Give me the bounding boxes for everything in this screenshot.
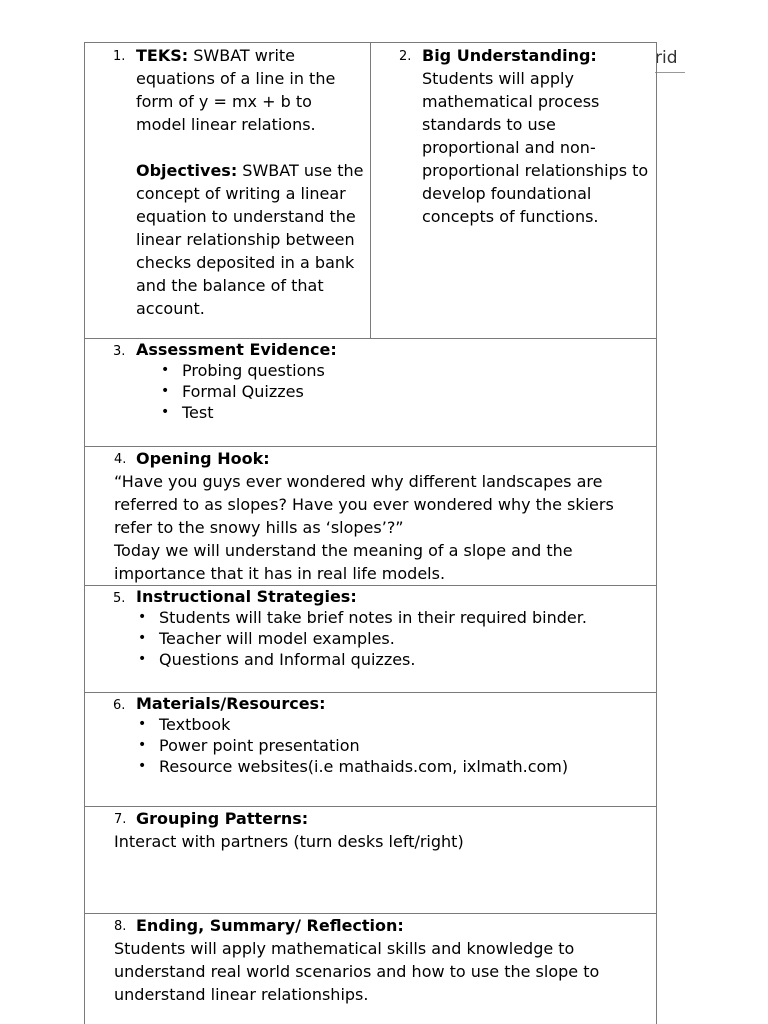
- cell-opening-hook: [85, 447, 657, 586]
- list-item: • Test: [182, 402, 650, 423]
- table-row: [85, 447, 657, 586]
- assessment-title: Assessment Evidence:: [136, 340, 337, 359]
- table-row: [85, 807, 657, 914]
- materials-list: [136, 714, 650, 777]
- ending-text: Students will apply mathematical skills and knowledge to understand real world scenarios and how to use the slope to understand linear relationships.: [114, 939, 600, 1004]
- table-row: [85, 914, 657, 1024]
- teks-title: TEKS:: [136, 46, 189, 65]
- grouping-text: Interact with partners (turn desks left/right): [114, 832, 464, 851]
- instructional-title: Instructional Strategies:: [136, 587, 357, 606]
- cell-number: 3.: [113, 344, 126, 359]
- cell-number: 1.: [113, 49, 126, 64]
- cell-instructional: [85, 586, 657, 693]
- list-item: • Power point presentation: [159, 735, 650, 756]
- table-row: [85, 693, 657, 807]
- list-item: • Textbook: [159, 714, 650, 735]
- background-heading-fragment: rid: [655, 47, 685, 73]
- cell-teks: [85, 43, 371, 339]
- cell-number: 5.: [113, 591, 126, 606]
- list-item: • Questions and Informal quizzes.: [159, 649, 650, 670]
- list-item: • Formal Quizzes: [182, 381, 650, 402]
- lesson-plan-table: [84, 42, 657, 1024]
- cell-number: 2.: [399, 49, 412, 64]
- grouping-title: Grouping Patterns:: [136, 809, 309, 828]
- opening-hook-title: Opening Hook:: [136, 449, 270, 468]
- objectives-title: Objectives:: [136, 161, 238, 180]
- list-item: • Teacher will model examples.: [159, 628, 650, 649]
- instructional-list: [136, 607, 650, 670]
- cell-assessment: [85, 339, 657, 447]
- opening-hook-text: Today we will understand the meaning of a slope and the importance that it has in real life models.: [114, 541, 573, 583]
- ending-title: Ending, Summary/ Reflection:: [136, 916, 404, 935]
- list-item: • Students will take brief notes in their required binder.: [159, 607, 650, 628]
- cell-number: 6.: [113, 698, 126, 713]
- cell-number: 8.: [114, 919, 127, 934]
- big-understanding-text: Students will apply mathematical process standards to use proportional and non-proportional relationships to develop foundational concepts of functions.: [422, 69, 649, 226]
- table-row: [85, 43, 657, 339]
- cell-materials: [85, 693, 657, 807]
- cell-ending: [85, 914, 657, 1024]
- cell-number: 4.: [114, 452, 127, 467]
- table-row: [85, 339, 657, 447]
- cell-number: 7.: [114, 812, 127, 827]
- assessment-list: [136, 360, 650, 423]
- teks-text: SWBAT write equations of a line in the form of y = mx + b to model linear relations.: [136, 46, 336, 134]
- big-understanding-title: Big Understanding:: [422, 46, 597, 65]
- cell-big-understanding: [371, 43, 657, 339]
- opening-hook-quote: “Have you guys ever wondered why different landscapes are referred to as slopes? Have you ever wondered why the skiers refer to the snowy hills as ‘slopes’?”: [114, 472, 614, 537]
- objectives-text: SWBAT use the concept of writing a linear equation to understand the linear relationship between checks deposited in a bank and the balance of that account.: [136, 161, 364, 318]
- materials-title: Materials/Resources:: [136, 694, 326, 713]
- table-row: [85, 586, 657, 693]
- cell-grouping: [85, 807, 657, 914]
- list-item: • Resource websites(i.e mathaids.com, ixlmath.com): [159, 756, 650, 777]
- list-item: • Probing questions: [182, 360, 650, 381]
